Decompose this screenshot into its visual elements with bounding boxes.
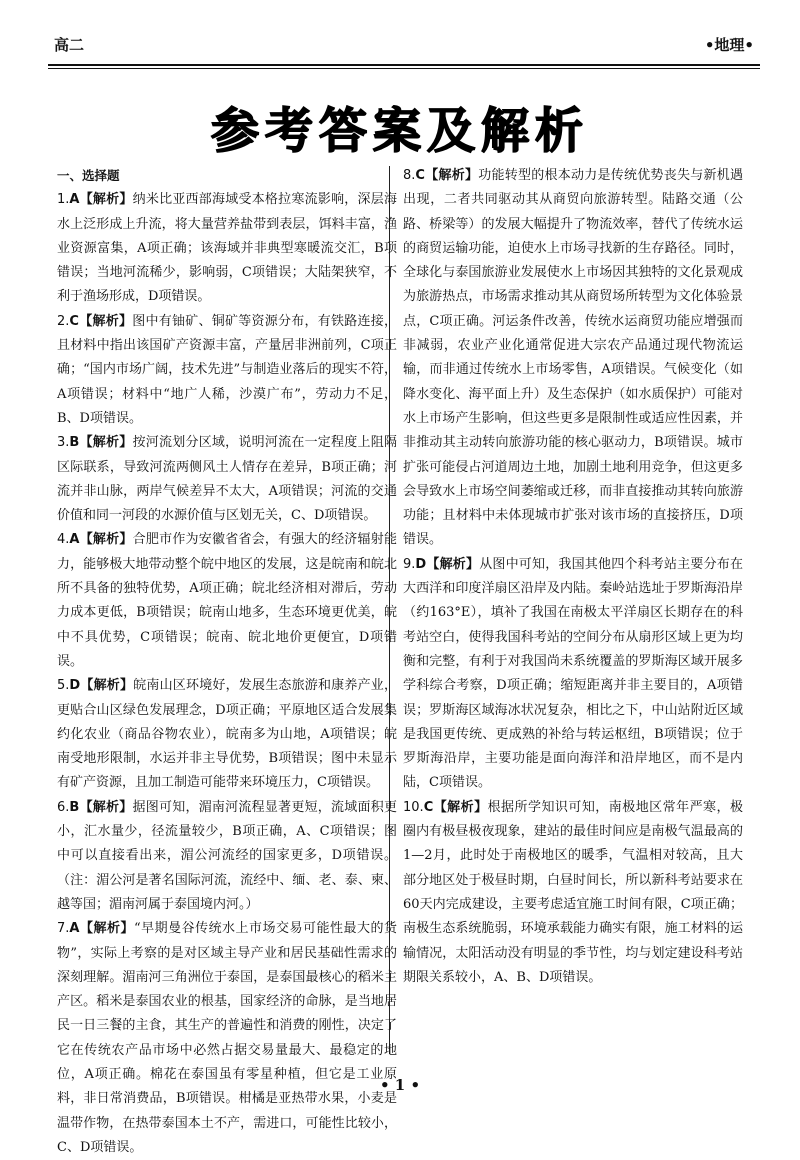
analysis-tag: 【解析】	[424, 168, 479, 183]
analysis-tag: 【解析】	[79, 799, 133, 815]
answer-item	[57, 528, 397, 674]
answer-text: 按河流划分区域，说明河流在一定程度上阻隔区际联系，导致河流两侧风土人情存在差异，B项正确；河流并非山脉，两岸气候差异不太大，A项错误；河流的交通价值和同一河段的水源价值与区划无关，C、D项错误。	[57, 435, 397, 524]
answer-number: 2.	[57, 313, 70, 329]
answer-item	[57, 796, 397, 917]
analysis-tag: 【解析】	[79, 532, 133, 548]
answer-choice: C	[69, 313, 79, 329]
answer-choice: C	[415, 168, 425, 183]
answer-item	[57, 917, 397, 1160]
analysis-tag: 【解析】	[433, 799, 488, 815]
analysis-tag: 【解析】	[78, 313, 133, 329]
answer-item	[57, 310, 397, 431]
page-number: • 1 •	[379, 1076, 421, 1094]
answer-number: 10.	[403, 799, 424, 815]
answer-item	[403, 553, 743, 796]
subject-label: •地理•	[704, 36, 754, 54]
answer-choice: D	[415, 556, 427, 572]
answer-item	[403, 164, 743, 553]
answer-choice: A	[69, 192, 80, 208]
answer-number: 1.	[57, 192, 70, 208]
answer-choice: C	[423, 799, 434, 815]
answer-number: 3.	[57, 435, 70, 451]
answer-text: 纳米比亚西部海域受本格拉寒流影响，深层海水上泛形成上升流，将大量营养盐带到表层，饵料丰富，渔业资源富集，A项正确；该海域并非典型寒暖流交汇，B项错误；当地河流稀少，影响弱，C项错误；大陆架狭窄，不利于渔场形成，D项错误。	[57, 192, 397, 305]
answer-choice: A	[69, 532, 80, 548]
answer-item	[403, 796, 743, 990]
answer-item	[57, 188, 397, 309]
answer-item	[57, 674, 397, 795]
answer-text: 功能转型的根本动力是传统优势丧失与新机遇出现，二者共同驱动其从商贸向旅游转型。陆路交通（公路、桥梁等）的发展大幅提升了物流效率，替代了传统水运的商贸运输功能，迫使水上市场寻找新的生存路径。同时，全球化与泰国旅游业发展使水上市场因其独特的文化景观成为旅游热点，市场需求推动其从商贸场所转型为文化体验景点，C项正确。河运条件改善，传统水运商贸功能应增强而非减弱，农业产业化通常促进大宗农产品通过现代物流运输，而非通过传统水上市场零售，A项错误。气候变化（如降水变化、海平面上升）及生态保护（如水质保护）可能对水上市场产生影响，但这些更多是限制性或适应性因素，并非推动其主动转向旅游功能的核心驱动力，B项错误。城市扩张可能侵占河道周边土地，加剧土地利用竞争，但这更多会导致水上市场空间萎缩或迁移，而非直接推动其转向旅游功能；且材料中未体现城市扩张对该市场的直接挤压，D项错误。	[403, 168, 743, 548]
answer-item	[57, 431, 397, 528]
analysis-tag: 【解析】	[79, 192, 133, 208]
page-title: 参考答案及解析	[210, 103, 589, 159]
section-heading: 一、选择题	[57, 168, 120, 183]
answer-number: 8.	[403, 168, 416, 183]
answer-text: 据图可知，湄南河流程显著更短，流域面积更小，汇水量少，径流量较少，B项正确，A、C项错误；图中可以直接看出来，湄公河流经的国家更多，D项错误。（注：湄公河是著名国际河流，流经中、缅、老、泰、柬、越等国；湄南河属于泰国境内河。）	[57, 799, 397, 912]
analysis-tag: 【解析】	[80, 678, 134, 694]
answer-text: 图中有铀矿、铜矿等资源分布，有铁路连接，且材料中指出该国矿产资源丰富，产量居非洲前列，C项正确；“国内市场广阔，技术先进”与制造业落后的现实不符，A项错误；材料中“地广人稀，沙漠广布”，劳动力不足，B、D项错误。	[57, 313, 397, 426]
answer-text: 合肥市作为安徽省省会，有强大的经济辐射能力，能够极大地带动整个皖中地区的发展，这是皖南和皖北所不具备的独特优势，A项正确；皖北经济相对滞后，劳动力成本更低，B项错误；皖南山地多，生态环境更优美，皖中不具优势，C项错误；皖南、皖北地价更便宜，D项错误。	[57, 532, 397, 669]
analysis-tag: 【解析】	[79, 435, 133, 451]
header-rule-thick	[48, 64, 760, 66]
right-column	[403, 164, 743, 990]
answer-text: 从图中可知，我国其他四个科考站主要分布在大西洋和印度洋扇区沿岸及内陆。秦岭站选址于罗斯海沿岸（约163°E），填补了我国在南极太平洋扇区长期存在的科考站空白，使得我国科考站的空间分布从扇形区域上更为均衡和完整，有利于对我国尚未系统覆盖的罗斯海区域开展多学科综合考察，D项正确；缩短距离并非主要目的，A项错误；罗斯海区域海冰状况复杂，相比之下，中山站附近区域是我国更传统、更成熟的补给与转运枢纽，B项错误；位于罗斯海沿岸，主要功能是面向海洋和沿岸地区，而不是内陆，C项错误。	[403, 556, 743, 791]
answer-number: 9.	[403, 556, 416, 572]
answer-choice: D	[69, 678, 81, 694]
answer-number: 7.	[57, 921, 70, 937]
page-header	[54, 34, 754, 56]
answer-number: 4.	[57, 532, 70, 548]
header-rule-thin	[48, 68, 760, 69]
answer-choice: A	[69, 921, 80, 937]
answer-choice: B	[69, 799, 80, 815]
answer-text: 根据所学知识可知，南极地区常年严寒，极圈内有极昼极夜现象，建站的最佳时间应是南极气温最高的1—2月，此时处于南极地区的暖季，气温相对较高，且大部分地区处于极昼时期，白昼时间长，所以新科考站要求在60天内完成建设，主要考虑适宜施工时间有限，C项正确；南极生态系统脆弱，环境承载能力确实有限，施工材料的运输情况，太阳活动没有明显的季节性，均与划定建设科考站期限关系较小，A、B、D项错误。	[403, 799, 743, 985]
grade-label: 高二	[54, 36, 85, 54]
answer-number: 5.	[57, 678, 70, 694]
answer-choice: B	[69, 435, 80, 451]
analysis-tag: 【解析】	[426, 556, 480, 572]
answer-text: “早期曼谷传统水上市场交易可能性最大的货物”，实际上考察的是对区域主导产业和居民基础性需求的深刻理解。湄南河三角洲位于泰国，是泰国最核心的稻米主产区。稻米是泰国农业的根基，国家经济的命脉，是当地居民一日三餐的主食，其生产的普遍性和消费的刚性，决定了它在传统农产品市场中必然占据交易量最大、最稳定的地位，A项正确。棉花在泰国虽有零星种植，但它是工业原料，非日常消费品，B项错误。柑橘是亚热带水果，小麦是温带作物，在热带泰国本土不产，需进口，可能性比较小，C、D项错误。	[57, 921, 397, 1155]
left-column	[57, 164, 397, 1160]
answer-text: 皖南山区环境好，发展生态旅游和康养产业，更贴合山区绿色发展理念，D项正确；平原地区适合发展集约化农业（商品谷物农业），皖南多为山地，A项错误；皖南受地形限制，水运并非主导优势，B项错误；图中未显示有矿产资源，且加工制造可能带来环境压力，C项错误。	[57, 678, 397, 791]
answer-number: 6.	[57, 799, 70, 815]
analysis-tag: 【解析】	[79, 921, 134, 937]
